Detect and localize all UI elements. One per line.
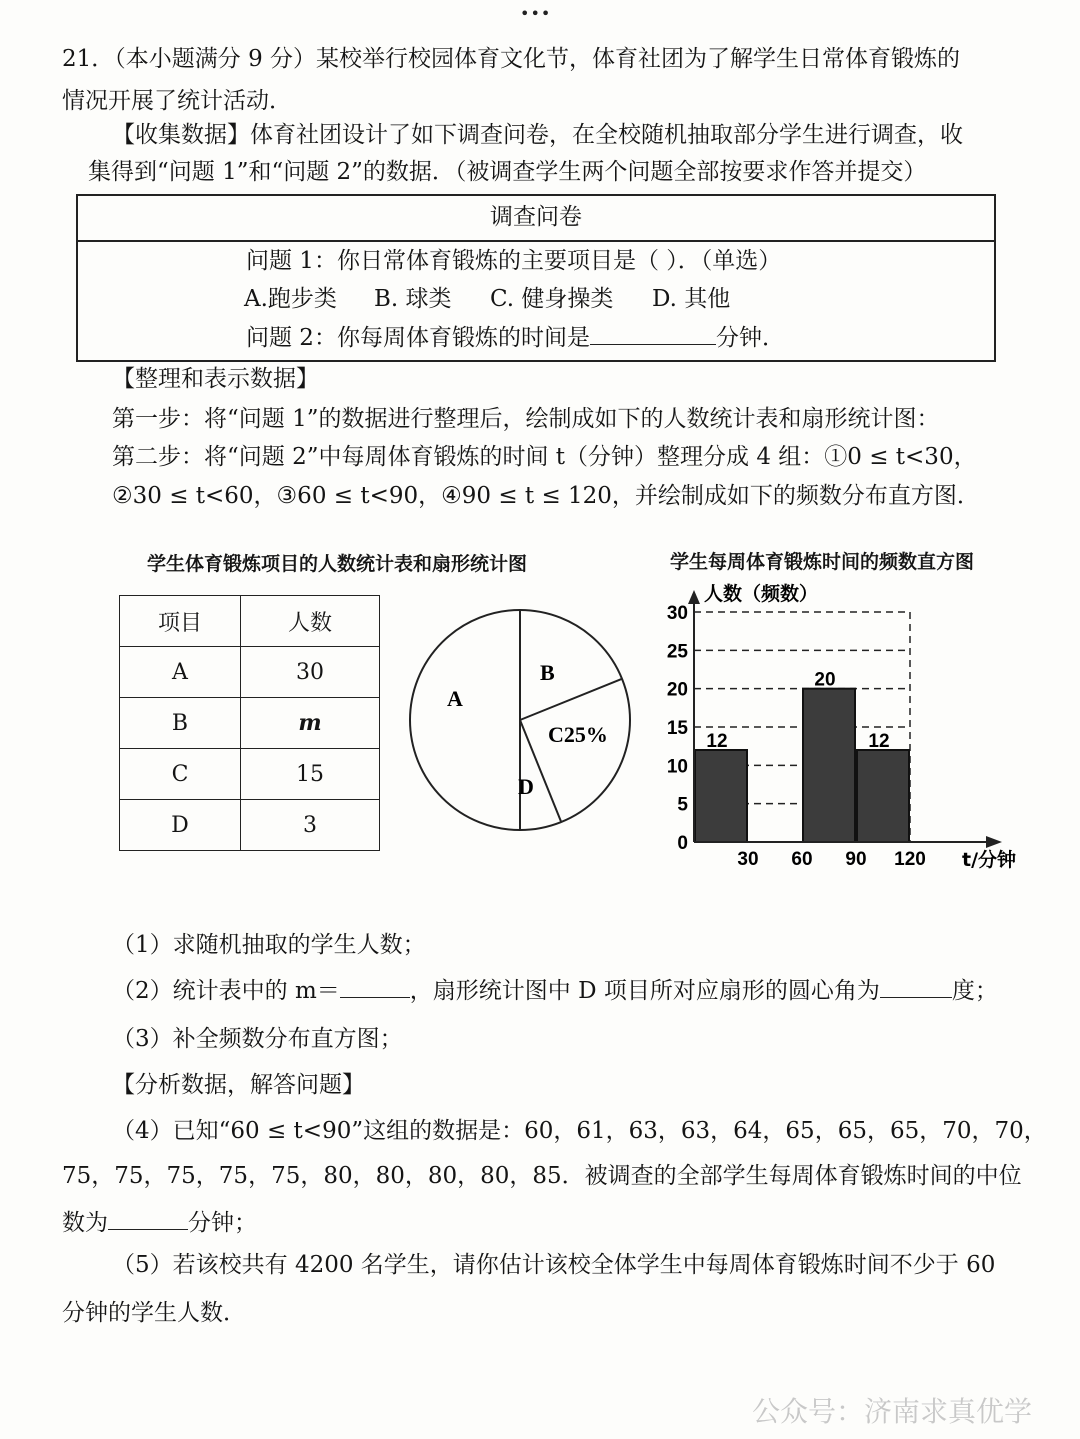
x-tick-label: 120 <box>894 849 926 870</box>
bar-value-label: 12 <box>868 731 890 752</box>
bar-value-label: 12 <box>706 731 728 752</box>
survey-q2-suffix: 分钟． <box>715 325 785 351</box>
y-tick-label: 0 <box>677 833 688 854</box>
y-tick-label: 20 <box>666 679 688 701</box>
histogram-bar <box>695 750 747 842</box>
survey-option-d: D. 其他 <box>652 286 731 312</box>
organize-step-2a: 第二步：将“问题 2”中每周体育锻炼的时间 t（分钟）整理分成 4 组：①0 ≤ t<30， <box>112 444 977 470</box>
y-tick-label: 30 <box>666 603 688 624</box>
survey-option-c: C. 健身操类 <box>490 286 614 312</box>
histogram-title: 学生每周体育锻炼时间的频数直方图 <box>670 551 975 573</box>
table-header: 人数 <box>241 596 380 647</box>
x-axis-arrow <box>986 836 1002 848</box>
y-axis-title: 人数（频数） <box>704 583 819 605</box>
question-1: （1）求随机抽取的学生人数； <box>112 932 426 958</box>
histogram-bar <box>803 689 855 842</box>
table-row <box>120 800 380 851</box>
y-tick-label: 5 <box>677 794 688 816</box>
organize-step-2b: ②30 ≤ t<60，③60 ≤ t<90，④90 ≤ t ≤ 120，并绘制成如下的频数分布直方图． <box>112 483 980 509</box>
collect-line-1: 【收集数据】体育社团设计了如下调查问卷，在全校随机抽取部分学生进行调查，收 <box>112 122 963 148</box>
table-cell: A <box>120 647 241 698</box>
table-row <box>120 749 380 800</box>
q2-part-b: ，扇形统计图中 D 项目所对应扇形的圆心角为 <box>409 978 880 1004</box>
survey-q2-prefix: 问题 2：你每周体育锻炼的时间是 <box>246 325 590 351</box>
q4-part-c: 数为 <box>62 1210 108 1236</box>
y-tick-label: 10 <box>666 756 688 778</box>
collect-line-2: 集得到“问题 1”和“问题 2”的数据．（被调查学生两个问题全部按要求作答并提交） <box>88 159 927 185</box>
q2-part-a: （2）统计表中的 m＝ <box>112 978 340 1004</box>
table-cell: C <box>120 749 241 800</box>
survey-box <box>76 194 996 362</box>
q2-blank-m <box>340 975 410 998</box>
x-tick-label: 60 <box>791 849 813 870</box>
bar-value-label: 20 <box>814 669 836 691</box>
table-cell: D <box>120 800 241 851</box>
table-header-row <box>120 596 380 647</box>
table-row <box>120 698 380 749</box>
table-cell: 15 <box>241 749 380 800</box>
pie-divider-b-c <box>520 679 622 720</box>
question-5-line-1: （5）若该校共有 4200 名学生，请你估计该校全体学生中每周体育锻炼时间不少于 60 <box>112 1252 996 1278</box>
question-4-line-3 <box>62 1207 257 1238</box>
x-tick-label: 90 <box>845 849 867 870</box>
pie-label-d: D <box>518 774 534 799</box>
organize-step-1: 第一步：将“问题 1”的数据进行整理后，绘制成如下的人数统计表和扇形统计图： <box>112 406 940 432</box>
analyze-heading: 【分析数据，解答问题】 <box>112 1072 365 1098</box>
y-tick-label: 15 <box>666 718 688 739</box>
q2-part-c: 度； <box>951 978 998 1004</box>
histogram-bar <box>857 750 909 842</box>
question-5-line-2: 分钟的学生人数． <box>62 1300 246 1326</box>
q2-blank-angle <box>880 975 952 998</box>
y-tick-label: 25 <box>666 641 688 663</box>
q4-blank-median <box>108 1207 188 1230</box>
x-tick-label: 30 <box>737 849 759 870</box>
survey-option-b: B. 球类 <box>374 286 452 312</box>
table-caption: 学生体育锻炼项目的人数统计表和扇形统计图 <box>147 553 528 575</box>
histogram <box>650 570 1020 880</box>
table-cell: m <box>241 698 380 749</box>
survey-title: 调查问卷 <box>78 196 994 242</box>
survey-question-1: 问题 1：你日常体育锻炼的主要项目是（ ）．（单选） <box>246 248 782 274</box>
watermark: 公众号：济南求真优学 <box>752 1395 1033 1428</box>
question-line-1: 21．（本小题满分 9 分）某校举行校园体育文化节，体育社团为了解学生日常体育锻炼的 <box>62 46 961 72</box>
pie-label-a: A <box>447 686 463 711</box>
survey-q2-blank <box>590 322 716 345</box>
table-row <box>120 647 380 698</box>
table-cell: B <box>120 698 241 749</box>
pie-chart <box>400 600 640 840</box>
table-header: 项目 <box>120 596 241 647</box>
question-2 <box>112 975 998 1006</box>
x-axis-title: t/分钟 <box>962 849 1017 871</box>
more-dots: ••• <box>520 4 552 23</box>
q4-part-d: 分钟； <box>188 1210 257 1236</box>
table-cell: 30 <box>241 647 380 698</box>
survey-option-a: A.跑步类 <box>244 286 337 312</box>
pie-label-b: B <box>540 660 555 685</box>
count-table <box>119 595 380 851</box>
y-axis-arrow <box>688 590 700 604</box>
question-4-line-2: 75，75，75，75，75，80，80，80，80，85．被调查的全部学生每周体育锻炼时间的中位 <box>62 1163 1022 1189</box>
survey-question-2 <box>246 322 785 353</box>
question-4-line-1: （4）已知“60 ≤ t<90”这组的数据是：60，61，63，63，64，65，65，65，70，70， <box>112 1118 1047 1144</box>
question-line-2: 情况开展了统计活动． <box>62 88 292 114</box>
table-cell: 3 <box>241 800 380 851</box>
organize-heading: 【整理和表示数据】 <box>112 366 319 392</box>
pie-label-c: C25% <box>548 722 608 747</box>
question-3: （3）补全频数分布直方图； <box>112 1026 403 1052</box>
